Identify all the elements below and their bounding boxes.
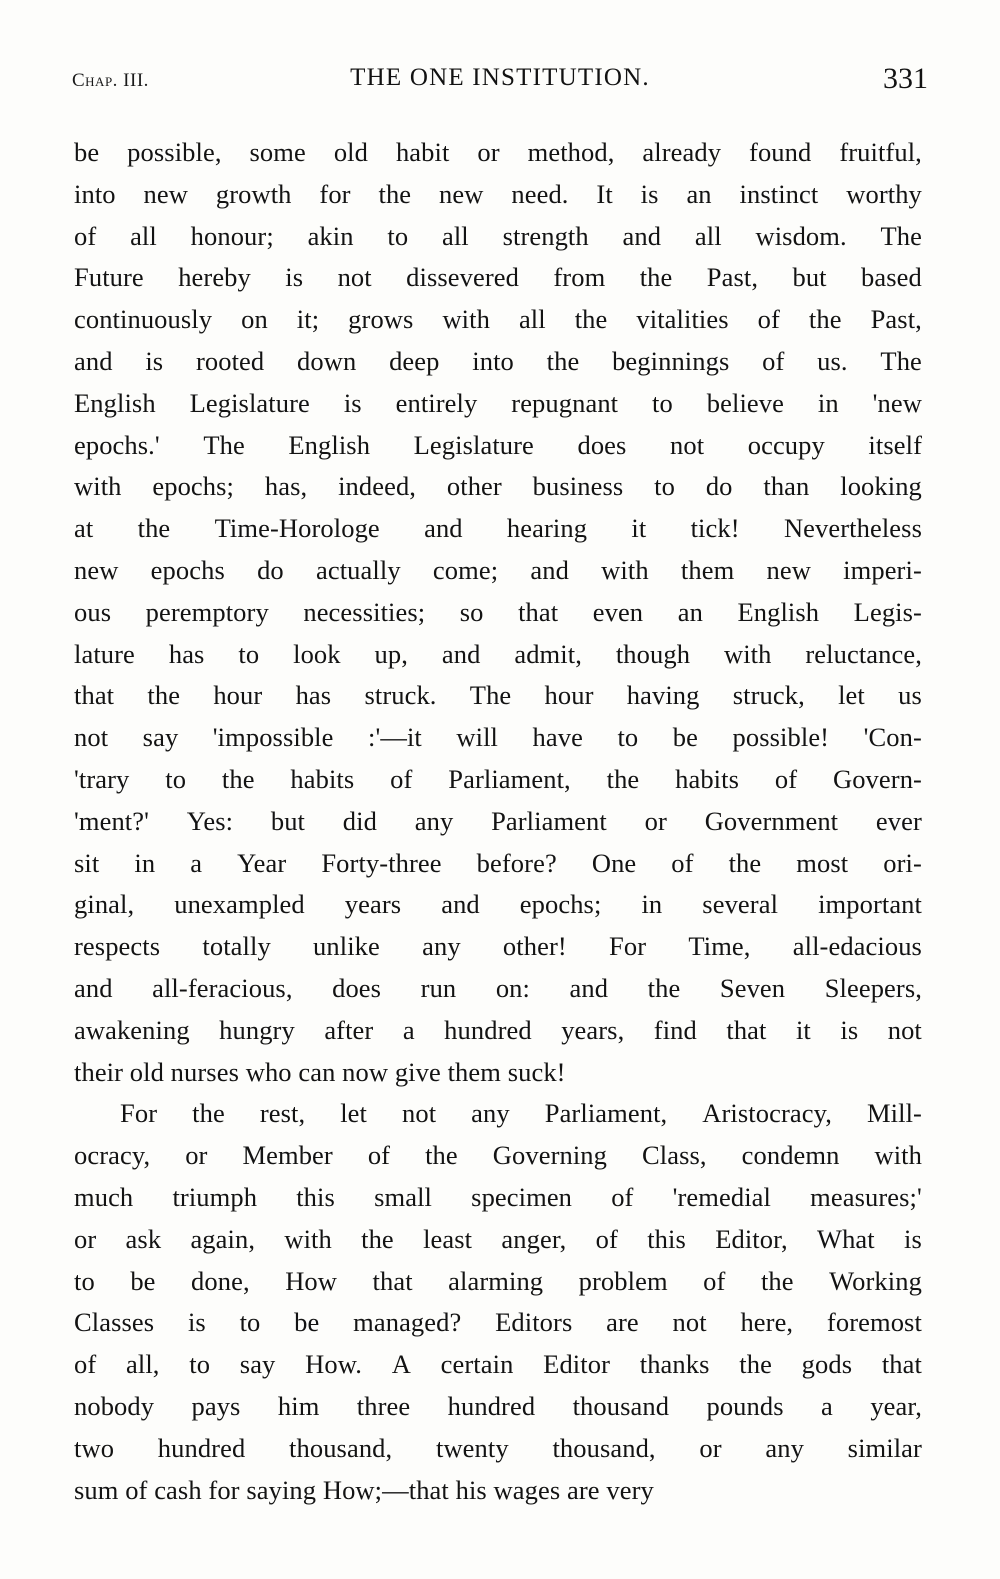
text-line: that the hour has struck. The hour having struck, let us <box>74 680 922 711</box>
text-line: ginal, unexampled years and epochs; in several important <box>74 889 922 920</box>
text-line: sit in a Year Forty-three before? One of the most ori- <box>74 847 922 878</box>
text-line: ocracy, or Member of the Governing Class, condemn with <box>74 1140 922 1171</box>
text-line: Classes is to be managed? Editors are not here, foremost <box>74 1307 922 1338</box>
text-line: English Legislature is entirely repugnant to believe in 'new <box>74 387 922 418</box>
text-line: two hundred thousand, twenty thousand, or any similar <box>74 1432 922 1463</box>
text-line: 'trary to the habits of Parliament, the habits of Govern- <box>74 763 922 794</box>
text-line: or ask again, with the least anger, of this Editor, What is <box>74 1223 922 1254</box>
text-line: lature has to look up, and admit, though with reluctance, <box>74 638 922 669</box>
running-head-title: THE ONE INSTITUTION. <box>350 64 650 91</box>
text-line: to be done, How that alarming problem of the Working <box>74 1265 922 1296</box>
text-line: sum of cash for saying How;—that his wages are very <box>74 1474 654 1505</box>
text-line: epochs.' The English Legislature does not occupy itself <box>74 429 922 460</box>
text-line: at the Time-Horologe and hearing it tick! Nevertheless <box>74 513 922 544</box>
body-text <box>74 132 922 1511</box>
text-line: not say 'impossible :'—it will have to be possible! 'Con- <box>74 722 922 753</box>
text-line: of all honour; akin to all strength and all wisdom. The <box>74 220 922 251</box>
page-header <box>72 62 928 102</box>
chapter-label: Chap. III. <box>72 70 149 91</box>
text-line: 'ment?' Yes: but did any Parliament or Government ever <box>74 805 922 836</box>
text-line: Future hereby is not dissevered from the Past, but based <box>74 262 922 293</box>
text-line: new epochs do actually come; and with them new imperi- <box>74 554 922 585</box>
page-number: 331 <box>883 62 928 95</box>
text-line: be possible, some old habit or method, already found fruitful, <box>74 137 922 167</box>
text-line: respects totally unlike any other! For Time, all-edacious <box>74 931 922 962</box>
text-line: into new growth for the new need. It is an instinct worthy <box>74 178 922 209</box>
text-line: continuously on it; grows with all the vitalities of the Past, <box>74 304 922 335</box>
text-line: nobody pays him three hundred thousand pounds a year, <box>74 1390 922 1421</box>
text-line: ous peremptory necessities; so that even an English Legis- <box>74 596 922 627</box>
text-line: awakening hungry after a hundred years, find that it is not <box>74 1014 922 1045</box>
text-line: their old nurses who can now give them suck! <box>74 1056 566 1087</box>
text-line: For the rest, let not any Parliament, Aristocracy, Mill- <box>120 1098 922 1129</box>
paragraph <box>74 132 922 1093</box>
text-line: and all-feracious, does run on: and the Seven Sleepers, <box>74 972 922 1003</box>
text-line: of all, to say How. A certain Editor thanks the gods that <box>74 1349 922 1380</box>
text-line: and is rooted down deep into the beginnings of us. The <box>74 345 922 376</box>
text-line: much triumph this small specimen of 'remedial measures;' <box>74 1181 922 1212</box>
text-line: with epochs; has, indeed, other business to do than looking <box>74 471 922 502</box>
paragraph <box>74 1093 922 1511</box>
